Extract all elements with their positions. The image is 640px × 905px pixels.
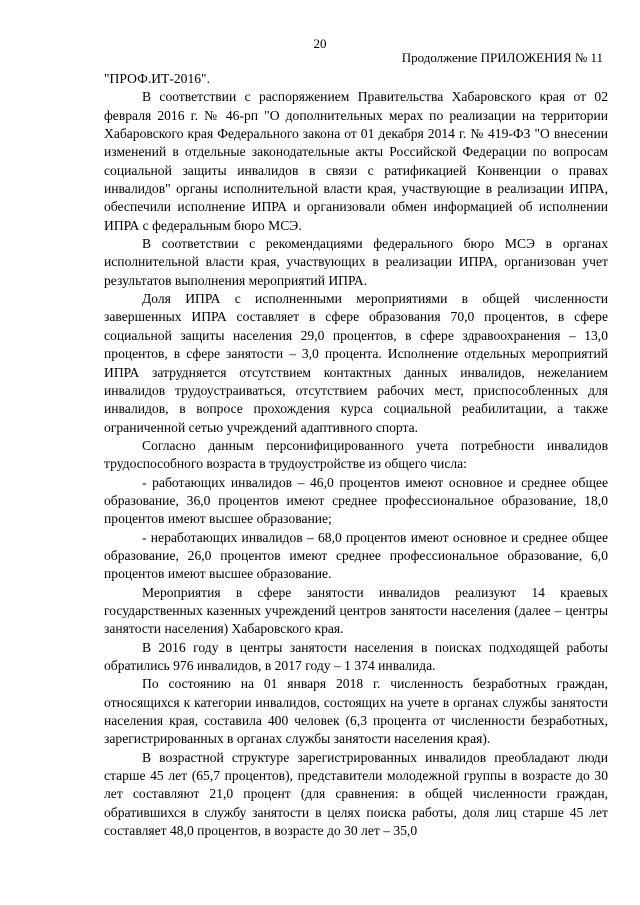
list-item-nonworking-disabled: - неработающих инвалидов – 68,0 процентов имеют основное и среднее общее образование, 26,0 процентов имеют среднее профессиональное образование, 6,0 процентов имеют высшее образование.: [104, 529, 608, 582]
paragraph-ipra-completion-share: Доля ИПРА с исполненными мероприятиями в общей численности завершенных ИПРА составляет в сфере образования 70,0 процентов, в сфере социальной защиты населения 29,0 процентов, в сфере здравоохранения – 13,0 процентов, в сфере занятости – 3,0 процента. Исполнение отдельных мероприятий ИПРА затрудняется отсутствием контактных данных инвалидов, нежеланием инвалидов трудоустраиваться, отсутствием рабочих мест, приспособленных для инвалидов, в вопросе прохождения курса социальной реабилитации, а также ограниченной сетью учреждений адаптивного спорта.: [104, 291, 608, 435]
document-body: [104, 70, 608, 840]
appendix-label: Продолжение ПРИЛОЖЕНИЯ № 11: [401, 50, 603, 65]
paragraph-government-order: В соответствии с распоряжением Правительства Хабаровского края от 02 февраля 2016 г. № 46-рп "О дополнительных мерах по реализации на территории Хабаровского края Федерального закона от 01 декабря 2014 г. № 419-ФЗ "О внесении изменений в отдельные законодательные акты Российской Федерации по вопросам социальной защиты инвалидов в связи с ратификацией Конвенции о правах инвалидов" органы исполнительной власти края, участвующие в реализации ИПРА, обеспечили исполнение ИПРА и организовали обмен информацией об исполнении ИПРА с федеральным бюро МСЭ.: [104, 89, 608, 233]
paragraph-applications-2016-2017: В 2016 году в центры занятости населения в поисках подходящей работы обратились 976 инвалидов, в 2017 году – 1 374 инвалида.: [104, 639, 608, 673]
list-item-working-disabled: - работающих инвалидов – 46,0 процентов имеют основное и среднее общее образование, 36,0 процентов имеют среднее профессиональное образование, 18,0 процентов имеют высшее образование;: [104, 474, 608, 527]
page-number: 20: [313, 36, 327, 51]
paragraph-employment-centers: Мероприятия в сфере занятости инвалидов реализуют 14 краевых государственных казенных учреждений центров занятости населения (далее – центры занятости населения) Хабаровского края.: [104, 584, 608, 637]
paragraph-program-name-end: "ПРОФ.ИТ-2016".: [104, 71, 210, 86]
paragraph-unemployed-count-2018: По состоянию на 01 января 2018 г. численность безработных граждан, относящихся к категории инвалидов, состоящих на учете в органах службы занятости населения края, составила 400 человек (6,3 процента от численности безработных, зарегистрированных в органах службы занятости населения края).: [104, 676, 608, 747]
paragraph-age-structure: В возрастной структуре зарегистрированных инвалидов преобладают люди старше 45 лет (65,7 процентов), представители молодежной группы в возрасте до 30 лет составляют 21,0 процент (для сравнения: в общей численности граждан, обратившихся в службу занятости в целях поиска работы, доля лиц старше 45 лет составляет 48,0 процентов, в возрасте до 30 лет – 35,0: [104, 749, 608, 839]
paragraph-personified-accounting: Согласно данным персонифицированного учета потребности инвалидов трудоспособного возраста в трудоустройстве из общего числа:: [104, 437, 608, 472]
paragraph-mse-recommendations: В соответствии с рекомендациями федерального бюро МСЭ в органах исполнительной власти края, участвующих в реализации ИПРА, организован учет результатов выполнения мероприятий ИПРА.: [104, 236, 608, 288]
